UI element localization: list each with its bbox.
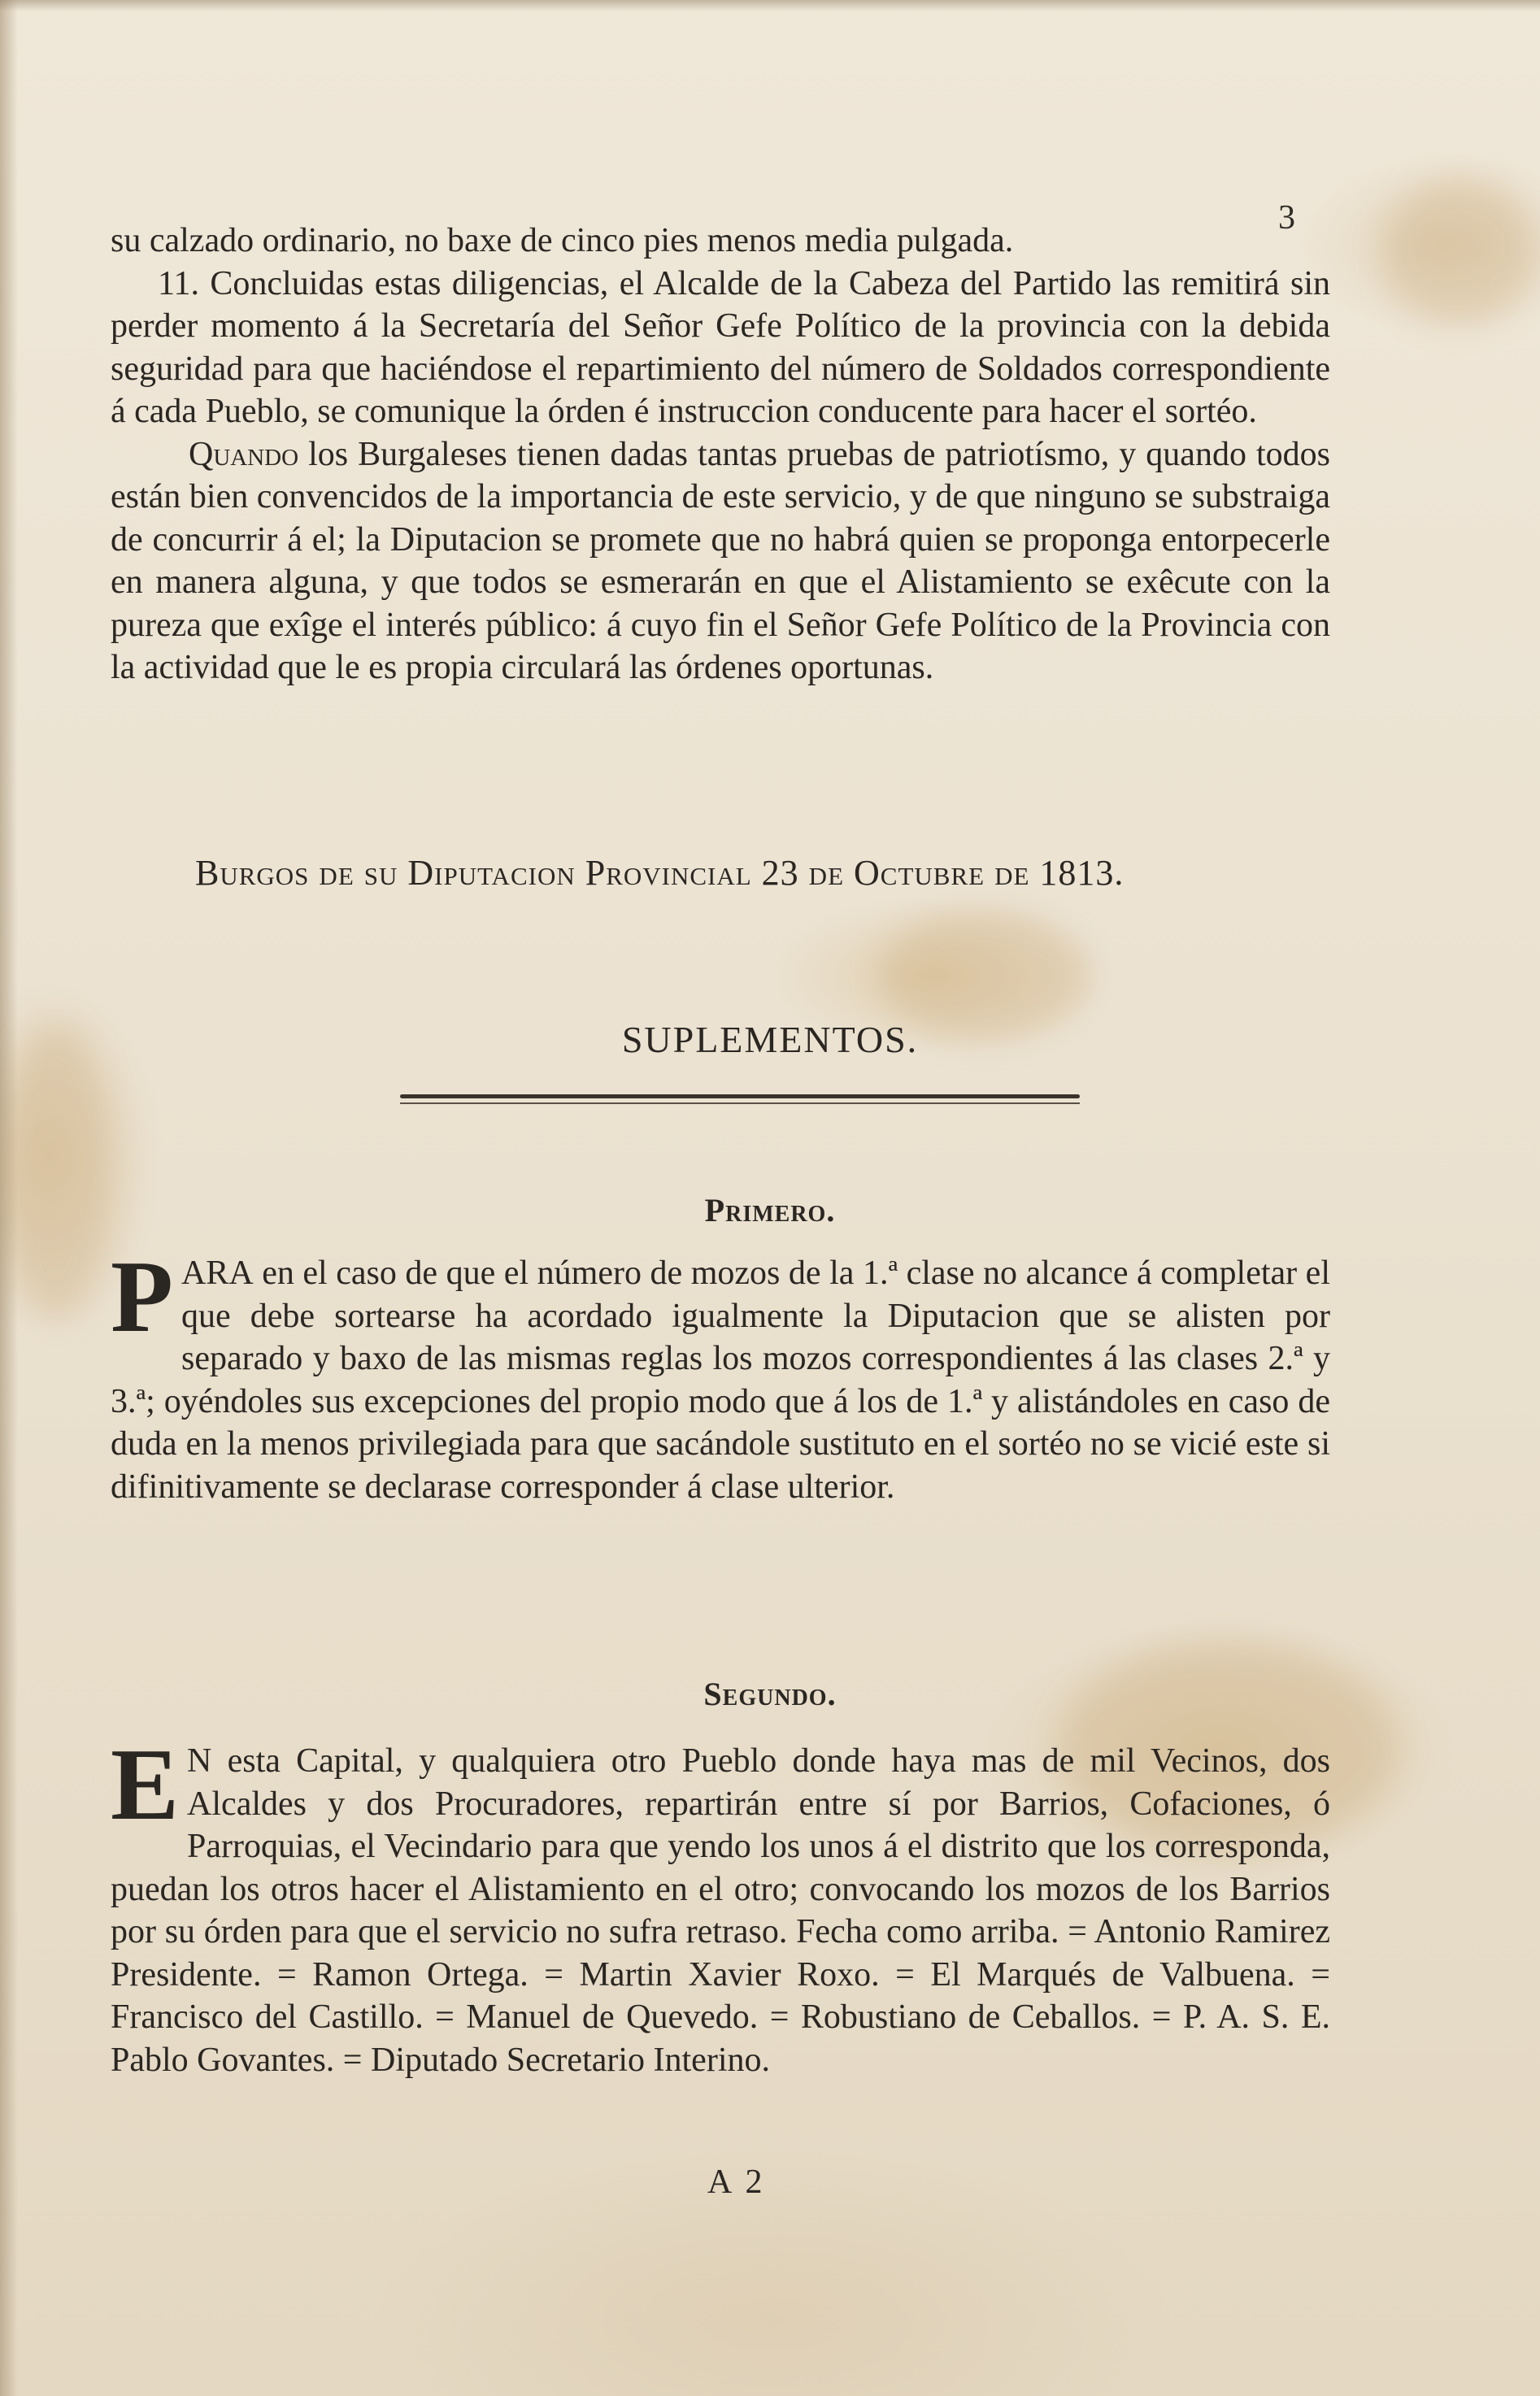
segundo-body: [111, 1729, 1330, 2081]
signature-mark: A 2: [707, 2163, 766, 2201]
item-11: 11. Concluidas estas diligencias, el Alcalde de la Cabeza del Partido las remitirá sin perder momento á la Secretaría del Señor Gefe Político de la provincia con la debida seguridad para que haciéndose el repartimiento del número de Soldados correspondiente á cada Pueblo, se comunique la órden é instruccion conducente para hacer el sortéo.: [111, 264, 1330, 430]
water-stain: [0, 1024, 114, 1317]
page-number: 3: [1278, 199, 1295, 237]
segundo-paragraph: [111, 1729, 1330, 2081]
dateline: Burgos de su Diputacion Provincial 23 de Octubre de 1813.: [195, 853, 1125, 893]
body-text-top: [111, 220, 1330, 689]
primero-paragraph: [111, 1241, 1330, 1508]
closing-paragraph: [111, 433, 1330, 689]
continuation-line: su calzado ordinario, no baxe de cinco pies menos media pulgada.: [111, 222, 1014, 259]
heading-rule-thin: [400, 1102, 1080, 1104]
heading-rule: [400, 1094, 1080, 1098]
primero-dropcap: P: [111, 1241, 173, 1354]
section-heading: SUPLEMENTOS.: [621, 1019, 919, 1060]
paragraph-body: los Burgaleses tienen dadas tantas pruebas de patriotísmo, y quando todos están bien convencidos de la importancia de este servicio, y de que ninguno se substraiga de concurrir á el; la Diputacion se promete que no habrá quien se proponga entorpecerle en manera alguna, y que todos se esmerarán en que el Alistamiento se exêcute con la pureza que exîge el interés público: á cuyo fin el Señor Gefe Político de la Provincia con la actividad que le es propia circulará las órdenes oportunas.: [111, 435, 1330, 686]
page-top-shadow: [0, 0, 1540, 11]
segundo-lead: N: [187, 1742, 212, 1780]
primero-lead: ARA: [181, 1255, 254, 1292]
segundo-text: esta Capital, y qualquiera otro Pueblo donde haya mas de mil Vecinos, dos Alcaldes y dos Procuradores, repartirán entre sí por Barrios, Cofaciones, ó Parroquias, el Vecindario para que yendo los unos á el distrito que los corresponda, puedan los otros hacer el Alistamiento en el otro; convocando los mozos de los Barrios por su órden para que el servicio no sufra retraso. Fecha como arriba. = Antonio Ramirez Presidente. = Ramon Ortega. = Martin Xavier Roxo. = El Marqués de Valbuena. = Francisco del Castillo. = Manuel de Quevedo. = Robustiano de Ceballos. = P. A. S. E. Pablo Govantes. = Diputado Secretario Interino.: [111, 1742, 1330, 2079]
primero-body: [111, 1241, 1330, 1508]
primero-text: en el caso de que el número de mozos de la 1.ª clase no alcance á completar el que debe sortearse ha acordado igualmente la Diputacion que se alisten por separado y baxo de las mismas reglas los mozos correspondientes á las clases 2.ª y 3.ª; oyéndoles sus excepciones del propio modo que á los de 1.ª y alistándoles en caso de duda en la menos privilegiada para que sacándole sustituto en el sortéo no se vicié este si difinitivamente se declarase corresponder á clase ulterior.: [111, 1255, 1330, 1506]
paragraph-lead-word: Quando: [189, 435, 299, 473]
segundo-title: Segundo.: [703, 1676, 837, 1712]
water-stain: [1382, 179, 1537, 325]
segundo-dropcap: E: [111, 1729, 180, 1842]
primero-title: Primero.: [704, 1192, 836, 1228]
